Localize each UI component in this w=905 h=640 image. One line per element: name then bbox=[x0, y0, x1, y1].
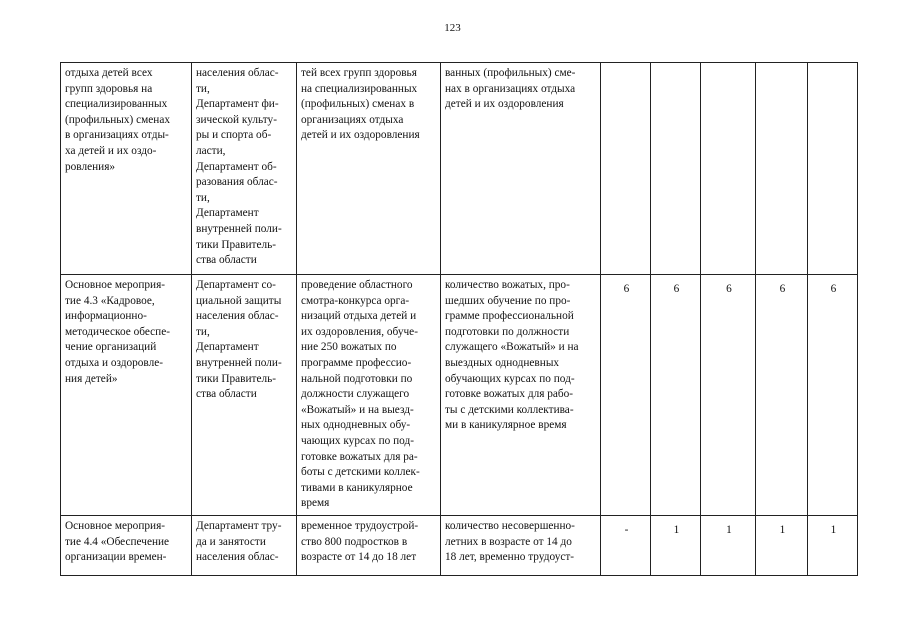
value-cell bbox=[756, 63, 808, 275]
value-cell: 6 bbox=[601, 275, 651, 516]
value-cell: 1 bbox=[701, 516, 756, 576]
executor-cell: Департамент тру- да и занятости населения облас- bbox=[192, 516, 297, 576]
value-cell: - bbox=[601, 516, 651, 576]
expected-result-cell: временное трудоустрой- ство 800 подростков в возрасте от 14 до 18 лет bbox=[297, 516, 441, 576]
indicator-cell: ванных (профильных) сме- нах в организациях отдыха детей и их оздоровления bbox=[441, 63, 601, 275]
activity-name-cell: Основное мероприя- тие 4.3 «Кадровое, информационно- методическое обеспе- чение организаций отдыха и оздоровле- ния детей» bbox=[61, 275, 192, 516]
table-row bbox=[61, 275, 858, 516]
value-cell: 1 bbox=[808, 516, 858, 576]
executor-cell: населения облас- ти, Департамент фи- зической культу- ры и спорта об- ласти, Департамент об- разования облас- ти, Департамент внутренней поли- тики Правитель- ства области bbox=[192, 63, 297, 275]
executor-cell: Департамент со- циальной защиты населения облас- ти, Департамент внутренней поли- тики Правитель- ства области bbox=[192, 275, 297, 516]
value-cell: 1 bbox=[651, 516, 701, 576]
value-cell: 6 bbox=[651, 275, 701, 516]
table-row bbox=[61, 516, 858, 576]
indicator-cell: количество несовершенно- летних в возрасте от 14 до 18 лет, временно трудоуст- bbox=[441, 516, 601, 576]
activity-name-cell: отдыха детей всех групп здоровья на специализированных (профильных) сменах в организациях отды- ха детей и их оздо- ровления» bbox=[61, 63, 192, 275]
indicator-cell: количество вожатых, про- шедших обучение по про- грамме профессиональной подготовки по должности служащего «Вожатый» и на выездных однодневных обучающих курсах по под- готовке вожатых для рабо- ты с детскими коллектива- ми в каникулярное время bbox=[441, 275, 601, 516]
expected-result-cell: тей всех групп здоровья на специализированных (профильных) сменах в организациях отдыха детей и их оздоровления bbox=[297, 63, 441, 275]
activity-name-cell: Основное мероприя- тие 4.4 «Обеспечение организации времен- bbox=[61, 516, 192, 576]
value-cell bbox=[701, 63, 756, 275]
value-cell bbox=[601, 63, 651, 275]
value-cell bbox=[651, 63, 701, 275]
value-cell bbox=[808, 63, 858, 275]
expected-result-cell: проведение областного смотра-конкурса орга- низаций отдыха детей и их оздоровления, обуче- ние 250 вожатых по программе профессио- нальной подготовки по должности служащего «Вожатый» и на выезд- ных однодневных обу- чающих курсах по под- готовке вожатых для ра- боты с детскими коллек- тивами в каникулярное время bbox=[297, 275, 441, 516]
value-cell: 1 bbox=[756, 516, 808, 576]
table-row bbox=[61, 63, 858, 275]
program-activities-table bbox=[60, 62, 858, 576]
value-cell: 6 bbox=[756, 275, 808, 516]
value-cell: 6 bbox=[808, 275, 858, 516]
page-number: 123 bbox=[444, 22, 461, 34]
value-cell: 6 bbox=[701, 275, 756, 516]
